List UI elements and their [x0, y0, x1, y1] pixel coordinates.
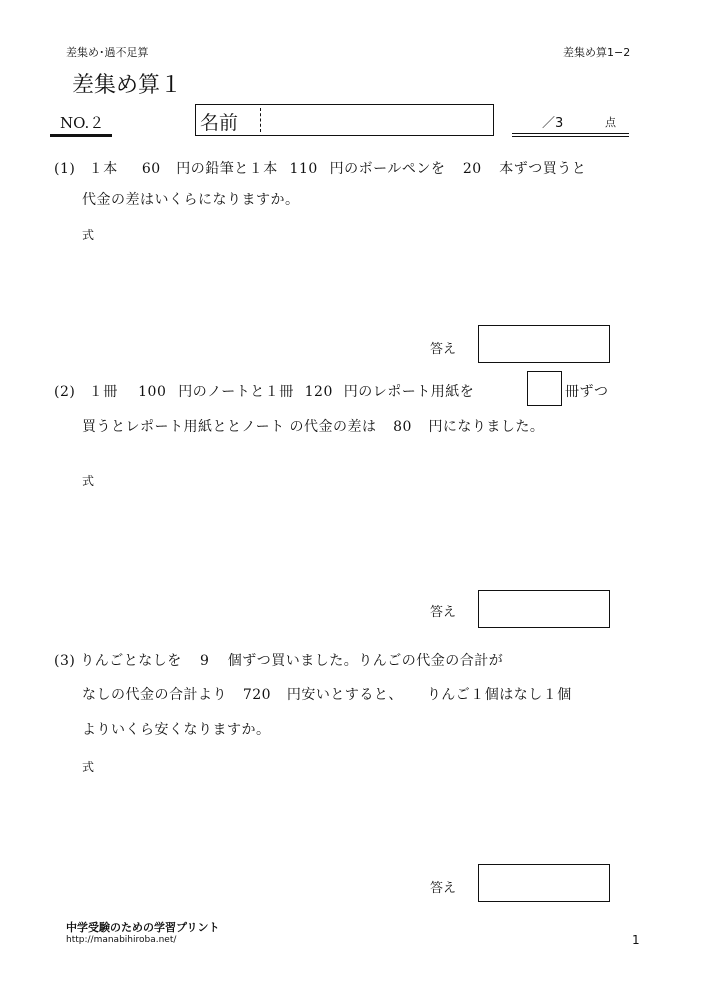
question-3-line-1: (3) りんごとなしを 9 個ずつ買いました。りんごの代金の合計が [54, 653, 504, 669]
score-unit: 点 [605, 116, 616, 129]
score-total: ／3 [542, 116, 564, 131]
answer-box-2[interactable] [478, 590, 610, 628]
score-underline-top [512, 133, 629, 134]
question-3-line-2: なしの代金の合計より 720 円安いとすると、 りんご１個はなし１個 [82, 687, 572, 703]
name-label: 名前 [200, 112, 239, 134]
question-3-line-3: よりいくら安くなりますか。 [82, 722, 271, 738]
sheet-number: NO.２ [60, 114, 105, 132]
name-box[interactable] [195, 104, 494, 136]
formula-label: 式 [82, 474, 95, 488]
page-number: 1 [632, 933, 640, 947]
answer-label: 答え [430, 881, 457, 896]
question-2-line-2: 買うとレポート用紙ととノート の代金の差は 80 円になりました。 [82, 419, 545, 435]
name-divider [260, 108, 261, 132]
answer-box-3[interactable] [478, 864, 610, 902]
question-1-line-1: (1) １本 60 円の鉛筆と１本 110 円のボールペンを 20 本ずつ買うと [54, 161, 587, 177]
answer-label: 答え [430, 342, 457, 357]
series-label: 差集め･過不足算 [66, 46, 149, 59]
score-underline-bottom [512, 136, 629, 137]
question-1-line-2: 代金の差はいくらになりますか。 [82, 192, 300, 208]
formula-label: 式 [82, 760, 95, 774]
question-2-line-1-end: 冊ずつ [565, 384, 609, 400]
footer-url[interactable]: http://manabihiroba.net/ [66, 935, 177, 945]
question-label: (2) [54, 384, 76, 400]
number-underline [50, 134, 112, 137]
question-label: (3) [54, 653, 76, 669]
answer-label: 答え [430, 605, 457, 620]
sheet-code: 差集め算1−2 [563, 46, 631, 59]
question-2-line-1: (2) １冊 100 円のノートと１冊 120 円のレポート用紙を [54, 384, 475, 400]
page-title: 差集め算１ [72, 73, 183, 98]
question-label: (1) [54, 161, 76, 177]
answer-box-1[interactable] [478, 325, 610, 363]
formula-label: 式 [82, 228, 95, 242]
blank-box[interactable] [527, 371, 562, 406]
footer-title: 中学受験のための学習プリント [66, 921, 220, 934]
